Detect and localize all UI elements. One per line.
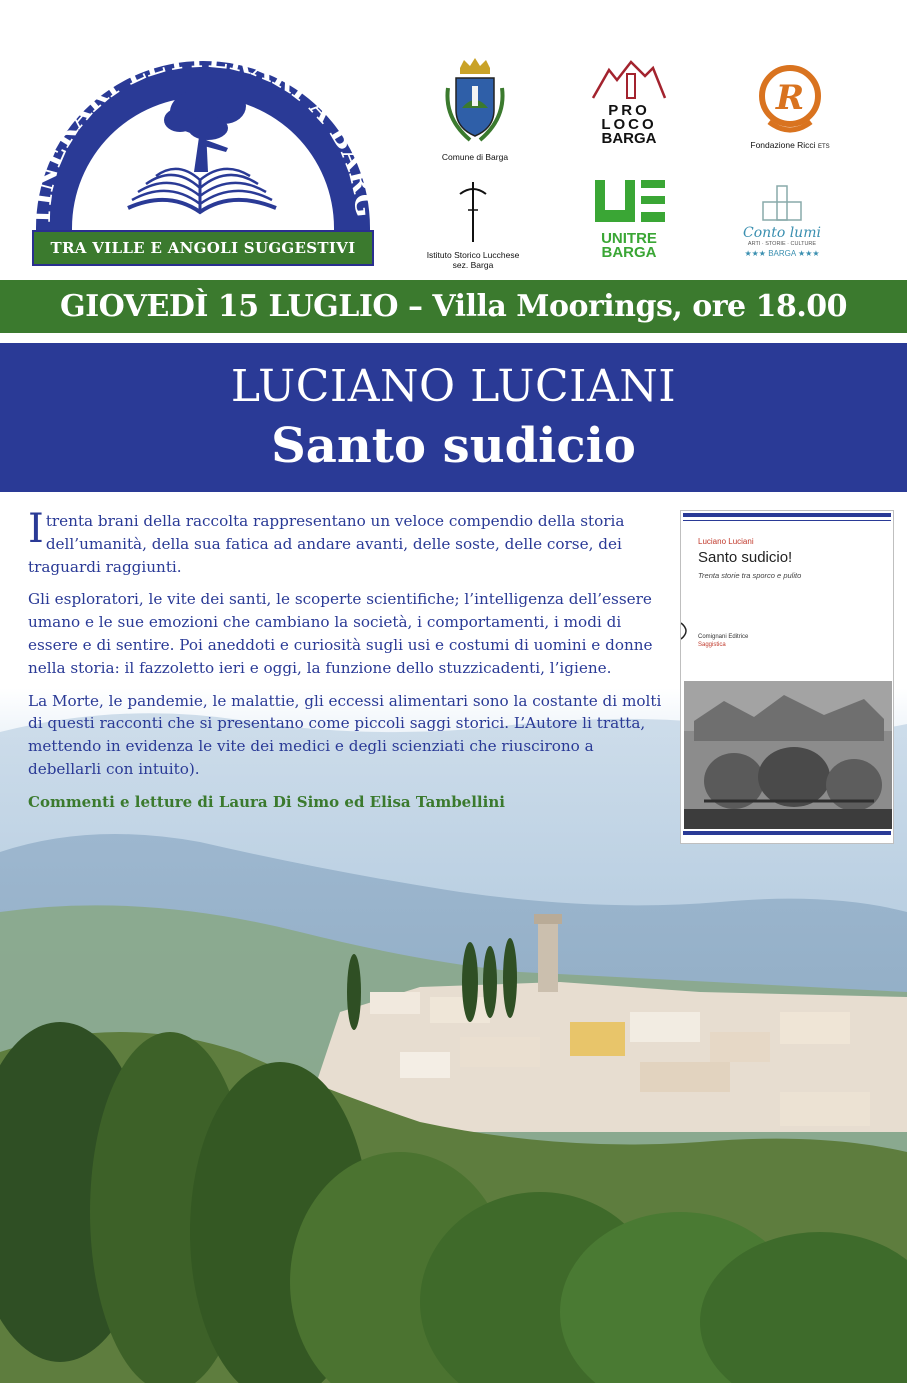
cover-engraving-image <box>684 681 892 829</box>
sponsor-conto-lumi <box>734 184 830 259</box>
itinerari-logo-emblem <box>28 40 378 230</box>
proloco-line3: BARGA <box>601 130 657 147</box>
sponsor-comune-barga <box>430 58 520 162</box>
contolumi-title: Conto lumi <box>743 225 821 241</box>
unitre-line2: BARGA <box>601 244 657 261</box>
tree-icon <box>164 88 246 172</box>
sponsor-proloco <box>584 60 674 146</box>
unitre-logo-icon <box>591 178 667 228</box>
cover-subtitle: Trenta storie tra sporco e pulito <box>698 571 802 580</box>
itinerari-logo <box>28 40 378 272</box>
title-band <box>0 343 907 492</box>
coat-of-arms-icon <box>440 58 510 148</box>
band-separator <box>0 333 907 343</box>
istituto-caption-1: Istituto Storico Lucchese <box>426 250 520 260</box>
description-paragraph-1: Itrenta brani della raccolta rappresentano un veloce compendio della storia dell’umanità, della sua fatica ad andare avanti, delle soste, delle corse, dei traguardi raggiunti. <box>28 506 625 576</box>
comune-caption: Comune di Barga <box>441 152 509 162</box>
logo-arc-text: TINERARI LETTERARI A BARG <box>28 42 378 227</box>
unitre-line1: UNITRE <box>601 230 657 247</box>
poster-header <box>0 0 907 280</box>
fondazione-ricci-emblem-icon <box>755 64 825 136</box>
author-name: LUCIANO LUCIANI <box>230 361 677 412</box>
istituto-caption-2: sez. Barga <box>452 260 494 270</box>
sponsor-fondazione-ricci <box>740 64 840 152</box>
proloco-mountain-icon <box>589 60 669 100</box>
cover-top-thin-bar <box>683 520 891 521</box>
sponsor-unitre <box>584 178 674 260</box>
cover-title: Santo sudicio! <box>698 549 793 566</box>
proloco-line1: PRO <box>608 102 650 119</box>
publisher-mark-icon <box>681 621 693 641</box>
cover-top-bar <box>683 513 891 517</box>
fondazione-caption: Fondazione Ricci ETS <box>750 140 830 150</box>
cover-bottom-bar <box>683 831 891 835</box>
crossbow-icon <box>458 180 488 246</box>
drop-cap: I <box>28 506 44 552</box>
contolumi-sub: ARTI · STORIE · CULTURE <box>747 241 817 247</box>
tower-icon <box>757 184 807 222</box>
proloco-line2: LOCO <box>601 116 657 133</box>
logo-banner: TRA VILLE E ANGOLI SUGGESTIVI <box>32 230 374 266</box>
description-paragraph-3: La Morte, le pandemie, le malattie, gli eccessi alimentari sono la costante di molti di questi racconti che si presentano come piccoli saggi storici. L’Autore li tratta, mettendo in evidenza le vite dei medici e degli scienziati che riuscirono a debellarli con intuito). <box>28 691 662 778</box>
book-title: Santo sudicio <box>271 418 636 474</box>
description-paragraph-2: Gli esploratori, le vite dei santi, le scoperte scientifiche; l’intelligenza dell’essere umano e le sue emozioni che cambiano la società, i comportamenti, i modi di essere e di sentire. Poi aneddoti e curiosità sugli usi e costumi di uomini e donne nella storia: il fazzoletto ieri e oggi, la funzione dello stuzzicadenti, l’igiene. <box>28 590 653 677</box>
credits-line: Commenti e letture di Laura Di Simo ed Elisa Tambellini <box>28 792 505 811</box>
book-cover <box>680 510 894 844</box>
svg-text:R: R <box>775 78 805 118</box>
cover-author: Luciano Luciani <box>698 537 754 546</box>
open-book-icon <box>128 169 276 212</box>
cover-publisher: Comignani Editrice Saggistica <box>698 634 749 648</box>
sponsor-istituto-storico <box>420 180 526 270</box>
description-text <box>28 506 668 824</box>
contolumi-place: ★★★ BARGA ★★★ <box>744 249 820 258</box>
event-date-band: GIOVEDÌ 15 LUGLIO – Villa Moorings, ore 18.00 <box>0 280 907 333</box>
